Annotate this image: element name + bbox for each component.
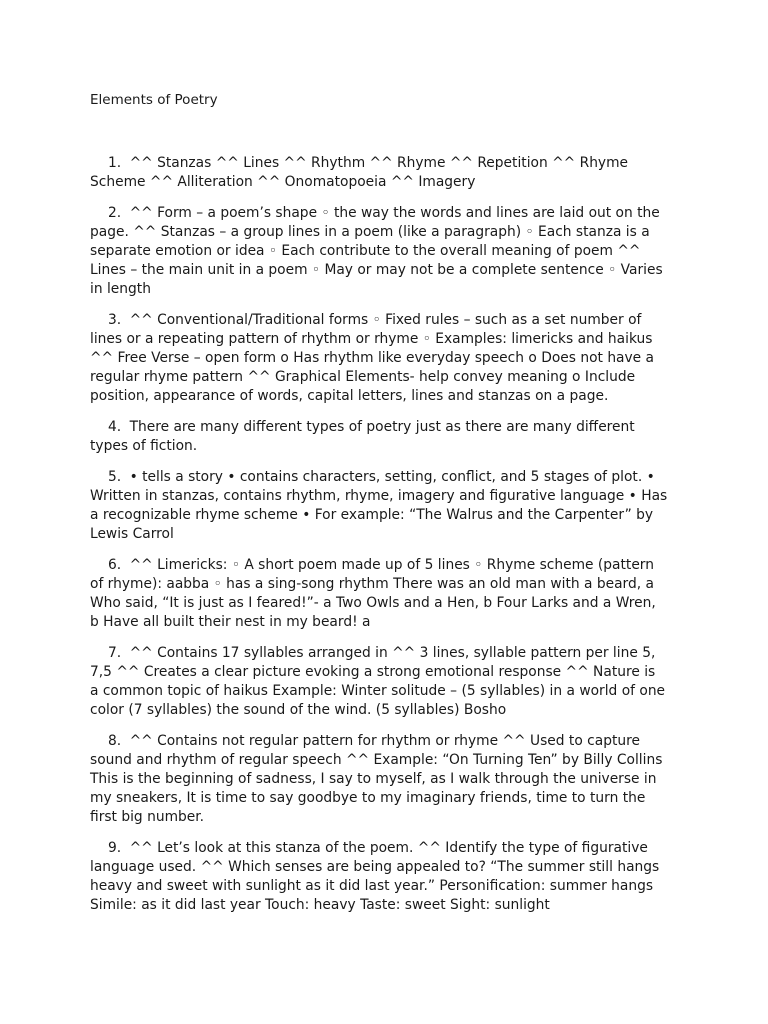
item-text: ^^ Let’s look at this stanza of the poem. ^^ Identify the type of figurative language used. ^^ Which senses are being appealed to? “The summer still hangs heavy and sweet with sunlight as it did last year.” Personification: summer hangs Simile: as it did last year Touch: heavy Taste: sweet Sight: sunlight bbox=[90, 840, 660, 913]
item-text: ^^ Form – a poem’s shape ◦ the way the words and lines are laid out on the page. ^^ Stanzas – a group lines in a poem (like a paragraph) ◦ Each stanza is a separate emotion or idea ◦ Each contribute to the overall meaning of poem ^^ Lines – the main unit in a poem ◦ May or may not be a complete sentence ◦ Varies in length bbox=[90, 205, 663, 297]
item-text: ^^ Contains not regular pattern for rhythm or rhyme ^^ Used to capture sound and rhythm of regular speech ^^ Example: “On Turning Ten” by Billy Collins This is the beginning of sadness, I say to myself, as I walk through the universe in my sneakers, It is time to say goodbye to my imaginary friends, time to turn the first big number. bbox=[90, 733, 663, 825]
list-item bbox=[90, 556, 668, 632]
list-item bbox=[90, 839, 668, 915]
item-text: • tells a story • contains characters, setting, conflict, and 5 stages of plot. • Written in stanzas, contains rhythm, rhyme, imagery and figurative language • Has a recognizable rhyme scheme • For example: “The Walrus and the Carpenter” by Lewis Carrol bbox=[90, 469, 668, 542]
item-number: 1. bbox=[108, 155, 122, 171]
item-text: ^^ Stanzas ^^ Lines ^^ Rhythm ^^ Rhyme ^^ Repetition ^^ Rhyme Scheme ^^ Alliteration ^^ Onomatopoeia ^^ Imagery bbox=[90, 155, 629, 190]
item-number: 5. bbox=[108, 469, 122, 485]
list-item bbox=[90, 154, 668, 192]
list-item bbox=[90, 644, 668, 720]
item-number: 7. bbox=[108, 645, 122, 661]
list-item bbox=[90, 468, 668, 544]
list-item bbox=[90, 418, 668, 456]
item-text: ^^ Limericks: ◦ A short poem made up of 5 lines ◦ Rhyme scheme (pattern of rhyme): aabba ◦ has a sing-song rhythm There was an old man with a beard, a Who said, “It is just as I feared!”- a Two Owls and a Hen, b Four Larks and a Wren, b Have all built their nest in my beard! a bbox=[90, 557, 656, 630]
item-number: 2. bbox=[108, 205, 122, 221]
item-text: There are many different types of poetry just as there are many different types of fiction. bbox=[90, 419, 635, 454]
list-item bbox=[90, 311, 668, 406]
item-text: ^^ Contains 17 syllables arranged in ^^ 3 lines, syllable pattern per line 5, 7,5 ^^ Creates a clear picture evoking a strong emotional response ^^ Nature is a common topic of haikus Example: Winter solitude – (5 syllables) in a world of one color (7 syllables) the sound of the wind. (5 syllables) Bosho bbox=[90, 645, 666, 718]
item-number: 8. bbox=[108, 733, 122, 749]
item-number: 6. bbox=[108, 557, 122, 573]
list-item bbox=[90, 732, 668, 827]
item-number: 9. bbox=[108, 840, 122, 856]
item-number: 4. bbox=[108, 419, 122, 435]
item-number: 3. bbox=[108, 312, 122, 328]
list-item bbox=[90, 204, 668, 299]
document-title: Elements of Poetry bbox=[90, 92, 218, 108]
item-text: ^^ Conventional/Traditional forms ◦ Fixed rules – such as a set number of lines or a repeating pattern of rhythm or rhyme ◦ Examples: limericks and haikus ^^ Free Verse – open form o Has rhythm like everyday speech o Does not have a regular rhyme pattern ^^ Graphical Elements- help convey meaning o Include position, appearance of words, capital letters, lines and stanzas on a page. bbox=[90, 312, 655, 404]
